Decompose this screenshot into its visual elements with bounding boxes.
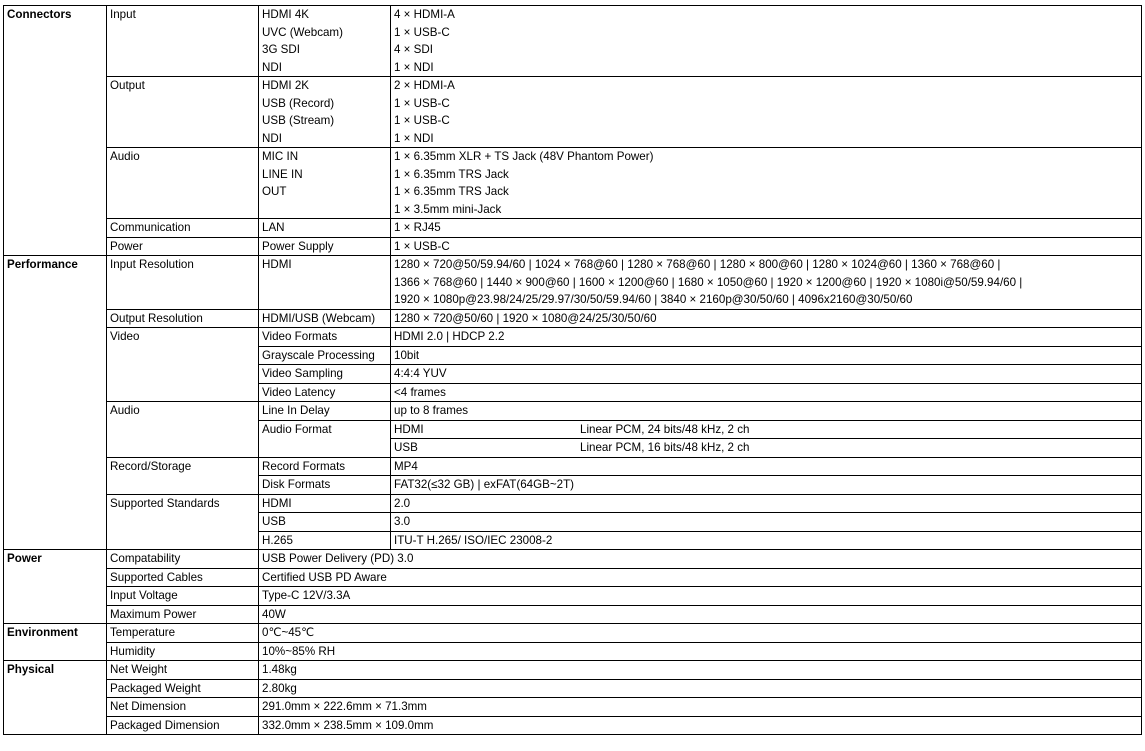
item-cell: HDMI xyxy=(259,256,391,310)
table-row xyxy=(4,237,1142,256)
value-cell: 291.0mm × 222.6mm × 71.3mm xyxy=(259,698,1142,717)
item-cell: Disk Formats xyxy=(259,476,391,495)
item-cell: UVC (Webcam) xyxy=(259,24,391,42)
value-cell: 0℃~45℃ xyxy=(259,624,1142,643)
table-row xyxy=(4,77,1142,95)
table-row xyxy=(4,679,1142,698)
subcategory-cell: Power xyxy=(107,237,259,256)
table-row xyxy=(4,402,1142,421)
item-cell: USB (Stream) xyxy=(259,112,391,130)
table-row xyxy=(4,148,1142,166)
spec-table xyxy=(3,5,1142,735)
subcategory-cell: Output Resolution xyxy=(107,309,259,328)
value-cell: 1920 × 1080p@23.98/24/25/29.97/30/50/59.94/60 | 3840 × 2160p@30/50/60 | 4096x2160@30/50/60 xyxy=(391,291,1142,309)
item-cell: Video Sampling xyxy=(259,365,391,384)
item-cell: Video Formats xyxy=(259,328,391,347)
value-cell: FAT32(≤32 GB) | exFAT(64GB~2T) xyxy=(391,476,1142,495)
value-cell: 1 × 3.5mm mini-Jack xyxy=(391,201,1142,219)
subcategory-cell: Maximum Power xyxy=(107,605,259,624)
value-cell: 2.80kg xyxy=(259,679,1142,698)
value-cell: Certified USB PD Aware xyxy=(259,568,1142,587)
value-cell: 4 × HDMI-A xyxy=(391,6,1142,24)
category-cell: Physical xyxy=(4,661,107,735)
item-cell: Power Supply xyxy=(259,237,391,256)
table-row xyxy=(4,661,1142,680)
item-cell: HDMI/USB (Webcam) xyxy=(259,309,391,328)
value-cell: 10%~85% RH xyxy=(259,642,1142,661)
value-cell: 1 × USB-C xyxy=(391,24,1142,42)
value-cell: ITU-T H.265/ ISO/IEC 23008-2 xyxy=(391,531,1142,550)
subcategory-cell: Packaged Weight xyxy=(107,679,259,698)
category-cell: Performance xyxy=(4,256,107,550)
table-row xyxy=(4,587,1142,606)
value-cell: 2 × HDMI-A xyxy=(391,77,1142,95)
table-row xyxy=(4,605,1142,624)
value-cell: 1 × USB-C xyxy=(391,95,1142,113)
item-cell: HDMI xyxy=(259,494,391,513)
subcategory-cell: Communication xyxy=(107,219,259,238)
table-row xyxy=(4,309,1142,328)
subcategory-cell: Input Resolution xyxy=(107,256,259,310)
subcategory-cell: Supported Standards xyxy=(107,494,259,550)
value-cell: <4 frames xyxy=(391,383,1142,402)
item-cell: Video Latency xyxy=(259,383,391,402)
category-cell: Connectors xyxy=(4,6,107,256)
table-row xyxy=(4,457,1142,476)
value-cell: 1 × 6.35mm XLR + TS Jack (48V Phantom Power) xyxy=(391,148,1142,166)
value-cell: 4:4:4 YUV xyxy=(391,365,1142,384)
value-cell xyxy=(391,420,1142,439)
audio-format-spec: Linear PCM, 16 bits/48 kHz, 2 ch xyxy=(580,441,750,454)
subcategory-cell: Net Weight xyxy=(107,661,259,680)
subcategory-cell: Video xyxy=(107,328,259,402)
subcategory-cell: Audio xyxy=(107,402,259,458)
item-cell: HDMI 2K xyxy=(259,77,391,95)
value-cell: 1366 × 768@60 | 1440 × 900@60 | 1600 × 1200@60 | 1680 × 1050@60 | 1920 × 1200@60 | 1920 × 1080i@50/59.94/60 | xyxy=(391,274,1142,292)
audio-format-source: HDMI xyxy=(394,422,424,436)
item-cell: HDMI 4K xyxy=(259,6,391,24)
audio-format-source: USB xyxy=(394,441,418,454)
subcategory-cell: Humidity xyxy=(107,642,259,661)
table-row xyxy=(4,328,1142,347)
value-cell: 1 × 6.35mm TRS Jack xyxy=(391,183,1142,201)
item-cell: Line In Delay xyxy=(259,402,391,421)
item-cell: LAN xyxy=(259,219,391,238)
audio-format-spec: Linear PCM, 24 bits/48 kHz, 2 ch xyxy=(580,422,750,436)
item-cell: Audio Format xyxy=(259,420,391,457)
subcategory-cell: Net Dimension xyxy=(107,698,259,717)
table-row xyxy=(4,568,1142,587)
subcategory-cell: Temperature xyxy=(107,624,259,643)
subcategory-cell: Supported Cables xyxy=(107,568,259,587)
subcategory-cell: Input xyxy=(107,6,259,77)
table-row xyxy=(4,494,1142,513)
value-cell: HDMI 2.0 | HDCP 2.2 xyxy=(391,328,1142,347)
value-cell: USB Power Delivery (PD) 3.0 xyxy=(259,550,1142,569)
category-cell: Power xyxy=(4,550,107,624)
value-cell: 10bit xyxy=(391,346,1142,365)
subcategory-cell: Record/Storage xyxy=(107,457,259,494)
table-row xyxy=(4,219,1142,238)
value-cell: 1.48kg xyxy=(259,661,1142,680)
value-cell: 1 × RJ45 xyxy=(391,219,1142,238)
value-cell: 332.0mm × 238.5mm × 109.0mm xyxy=(259,716,1142,735)
value-cell: 1 × NDI xyxy=(391,130,1142,148)
item-cell: USB (Record) xyxy=(259,95,391,113)
item-cell: 3G SDI xyxy=(259,41,391,59)
subcategory-cell: Input Voltage xyxy=(107,587,259,606)
table-row xyxy=(4,642,1142,661)
table-row xyxy=(4,716,1142,735)
value-cell xyxy=(391,439,1142,458)
subcategory-cell: Output xyxy=(107,77,259,148)
item-cell: OUT xyxy=(259,183,391,201)
item-cell: H.265 xyxy=(259,531,391,550)
item-cell: USB xyxy=(259,513,391,532)
value-cell: 1 × USB-C xyxy=(391,112,1142,130)
value-cell: up to 8 frames xyxy=(391,402,1142,421)
table-row xyxy=(4,550,1142,569)
value-cell: 1 × USB-C xyxy=(391,237,1142,256)
value-cell: MP4 xyxy=(391,457,1142,476)
item-cell: NDI xyxy=(259,59,391,77)
item-cell: MIC IN xyxy=(259,148,391,166)
value-cell: 3.0 xyxy=(391,513,1142,532)
subcategory-cell: Audio xyxy=(107,148,259,219)
item-cell: Record Formats xyxy=(259,457,391,476)
value-cell: 2.0 xyxy=(391,494,1142,513)
subcategory-cell: Compatability xyxy=(107,550,259,569)
table-row xyxy=(4,256,1142,274)
table-row xyxy=(4,6,1142,24)
value-cell: 4 × SDI xyxy=(391,41,1142,59)
value-cell: 1 × 6.35mm TRS Jack xyxy=(391,166,1142,184)
item-cell: LINE IN xyxy=(259,166,391,184)
category-cell: Environment xyxy=(4,624,107,661)
value-cell: 40W xyxy=(259,605,1142,624)
item-cell: Grayscale Processing xyxy=(259,346,391,365)
item-cell xyxy=(259,201,391,219)
table-row xyxy=(4,624,1142,643)
value-cell: Type-C 12V/3.3A xyxy=(259,587,1142,606)
value-cell: 1 × NDI xyxy=(391,59,1142,77)
item-cell: NDI xyxy=(259,130,391,148)
value-cell: 1280 × 720@50/59.94/60 | 1024 × 768@60 | 1280 × 768@60 | 1280 × 800@60 | 1280 × 1024@60 | 1360 × 768@60 | xyxy=(391,256,1142,274)
table-row xyxy=(4,698,1142,717)
value-cell: 1280 × 720@50/60 | 1920 × 1080@24/25/30/50/60 xyxy=(391,309,1142,328)
spec-sheet xyxy=(3,5,1141,745)
subcategory-cell: Packaged Dimension xyxy=(107,716,259,735)
